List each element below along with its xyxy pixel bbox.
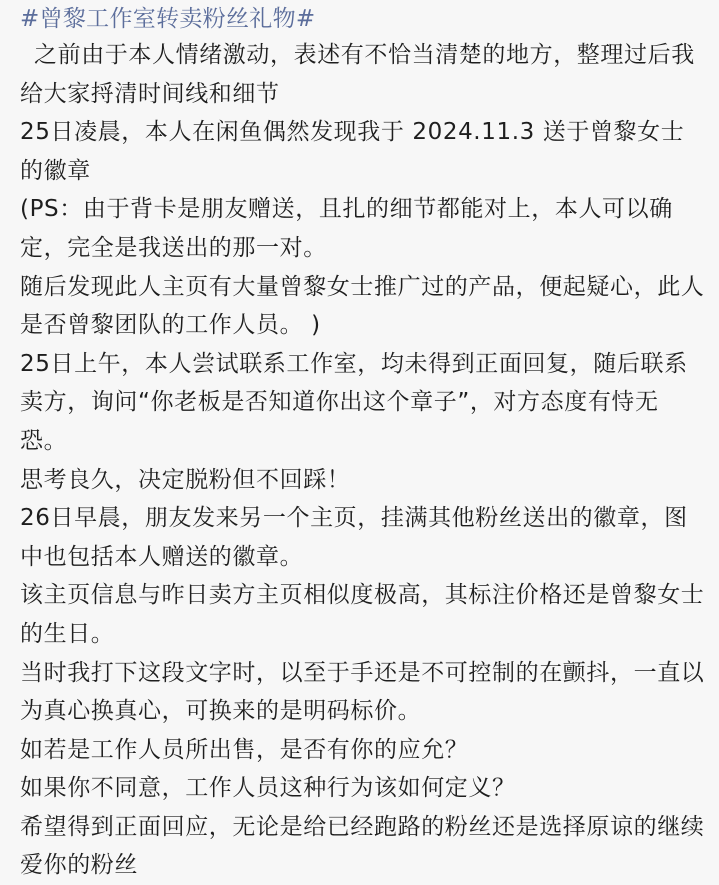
post-paragraph: 25日凌晨，本人在闲鱼偶然发现我于 2024.11.3 送于曾黎女士的徽章 <box>20 119 685 184</box>
post-paragraph: 希望得到正面回应，无论是给已经跑路的粉丝还是选择原谅的继续爱你的粉丝 <box>20 813 705 879</box>
post-paragraph: 思考良久，决定脱粉但不回踩！ <box>20 466 351 493</box>
post-paragraph: 如果你不同意，工作人员这种行为该如何定义？ <box>20 775 516 802</box>
post-body <box>20 36 705 885</box>
post-paragraph: 如若是工作人员所出售，是否有你的应允？ <box>20 736 469 763</box>
post-paragraph: 当时我打下这段文字时，以至于手还是不可控制的在颤抖，一直以为真心换真心，可换来的是明码标价。 <box>20 659 705 725</box>
post-paragraph: 该主页信息与昨日卖方主页相似度极高，其标注价格还是曾黎女士的生日。 <box>20 582 705 647</box>
post-paragraph: (PS：由于背卡是朋友赠送，且扎的细节都能对上，本人可以确定，完全是我送出的那一对。 <box>20 196 673 261</box>
post-paragraph: 25日上午，本人尝试联系工作室，均未得到正面回复，随后联系卖方，询问“你老板是否知道你出这个章子”，对方态度有恃无恐。 <box>20 350 688 454</box>
post-paragraph: 26日早晨，朋友发来另一个主页，挂满其他粉丝送出的徽章，图中也包括本人赠送的徽章。 <box>20 505 688 570</box>
hashtag-link[interactable]: #曾黎工作室转卖粉丝礼物# <box>20 6 316 32</box>
post-paragraph: 之前由于本人情绪激动，表述有不恰当清楚的地方，整理过后我给大家捋清时间线和细节 <box>20 42 695 107</box>
post-paragraph: 随后发现此人主页有大量曾黎女士推广过的产品，便起疑心，此人是否曾黎团队的工作人员。 ) <box>20 273 705 339</box>
